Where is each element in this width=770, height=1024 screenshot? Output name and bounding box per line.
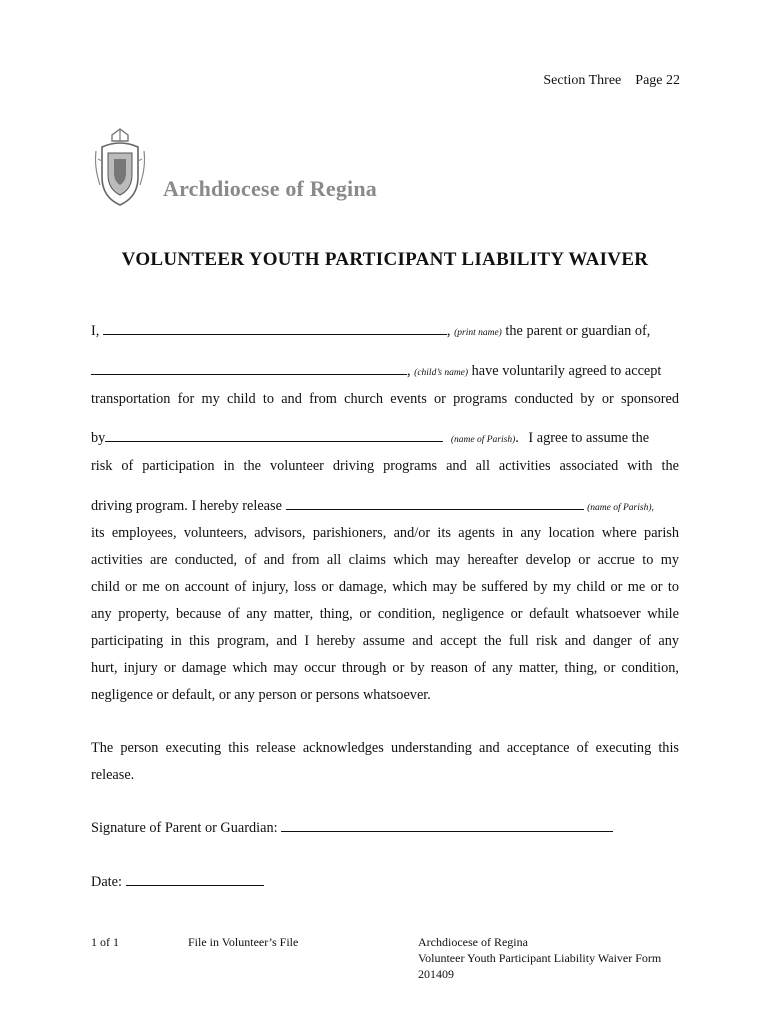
- header-reference: [0, 73, 680, 89]
- signature-label: Signature of Parent or Guardian:: [91, 820, 278, 836]
- child-name-field[interactable]: [91, 362, 407, 375]
- signature-row: [91, 819, 679, 837]
- footer-filing-note: File in Volunteer’s File: [188, 935, 299, 949]
- date-row: [91, 873, 679, 891]
- form-line-child-name: , (child’s name) have voluntarily agreed to accept: [91, 362, 679, 382]
- footer-form-code: 201409: [418, 967, 454, 981]
- signature-field[interactable]: [281, 819, 613, 832]
- form-line-risk: risk of participation in the volunteer driving programs and all activities associated with the: [91, 458, 679, 474]
- footer-org: Archdiocese of Regina: [418, 935, 528, 949]
- release-parish-field[interactable]: [286, 497, 584, 510]
- form-line-print-name: I, , (print name) the parent or guardian of,: [91, 323, 651, 339]
- release-paragraph-line: activities are conducted, of and from all claims which may hereafter develop or accrue to my: [91, 552, 679, 568]
- form-line-release: driving program. I hereby release (name of Parish),: [91, 498, 654, 514]
- section-label: Section Three: [543, 73, 622, 88]
- acknowledgement-line: The person executing this release acknowledges understanding and acceptance of executing this: [91, 740, 679, 756]
- footer-org-block: [418, 934, 661, 982]
- form-line-parish: by (name of Parish). I agree to assume the: [91, 430, 650, 446]
- date-label: Date:: [91, 874, 122, 890]
- release-paragraph-line: child or me on account of injury, loss or damage, which may be suffered by my child or me or to: [91, 579, 679, 595]
- organization-name: Archdiocese of Regina: [163, 176, 377, 201]
- release-paragraph-line: any property, because of any matter, thing, or condition, negligence or default whatsoever while: [91, 606, 679, 622]
- date-field[interactable]: [126, 873, 264, 886]
- footer-form-name: Volunteer Youth Participant Liability Waiver Form: [418, 951, 662, 965]
- document-title: VOLUNTEER YOUTH PARTICIPANT LIABILITY WAIVER: [121, 249, 649, 270]
- release-paragraph-line: hurt, injury or damage which may occur through or by reason of any matter, thing, or condition,: [91, 660, 679, 676]
- release-paragraph-line: participating in this program, and I hereby assume and accept the full risk and danger of any: [91, 633, 679, 649]
- footer-page-count: 1 of 1: [91, 935, 119, 949]
- parish-name-field[interactable]: [105, 429, 443, 442]
- acknowledgement-line: release.: [91, 767, 135, 783]
- archdiocese-crest-logo: [92, 127, 148, 209]
- release-paragraph-line: negligence or default, or any person or persons whatsoever.: [91, 687, 431, 703]
- page-label: Page 22: [635, 73, 680, 88]
- print-name-field[interactable]: [103, 322, 447, 335]
- release-paragraph-line: its employees, volunteers, advisors, parishioners, and/or its agents in any location where parish: [91, 525, 679, 541]
- form-line-transportation: transportation for my child to and from church events or programs conducted by or sponsored: [91, 391, 679, 407]
